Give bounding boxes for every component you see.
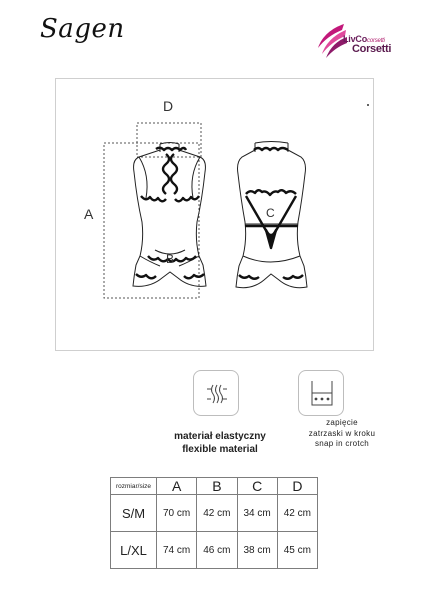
brand-name-line1: LivCo (343, 34, 368, 44)
material-label-pl: materiał elastyczny (174, 431, 266, 442)
table-cell: 74 cm (157, 532, 197, 569)
product-name: Sagen (40, 14, 125, 44)
column-header-b: B (197, 478, 237, 495)
label-d: D (163, 98, 174, 114)
size-table (110, 477, 318, 569)
table-cell: 46 cm (197, 532, 237, 569)
material-label-en: flexible material (182, 444, 258, 455)
brand-name-sub: corsetti (367, 38, 385, 44)
size-table-header (111, 478, 318, 495)
table-cell: 42 cm (197, 495, 237, 532)
brand-name-line2: Corsetti (352, 43, 392, 55)
column-header-a: A (157, 478, 197, 495)
table-cell: 42 cm (277, 495, 317, 532)
size-label: S/M (111, 495, 157, 532)
table-row (111, 495, 318, 532)
snap-closure-icon (298, 370, 344, 416)
size-label: L/XL (111, 532, 157, 569)
label-a: A (84, 206, 94, 222)
measure-d-guide (137, 123, 201, 157)
snap-line3: snap in crotch (314, 439, 369, 448)
snap-line2: zatrzaski w kroku (308, 428, 376, 438)
label-c: C (266, 206, 275, 220)
table-cell: 70 cm (157, 495, 197, 532)
snap-caption (272, 418, 412, 450)
stretch-waves-icon (193, 370, 239, 416)
table-cell: 34 cm (237, 495, 277, 532)
snap-line1: zapięcie (326, 418, 358, 427)
size-table-corner: rozmiar/size (111, 478, 157, 495)
column-header-c: C (237, 478, 277, 495)
table-cell: 45 cm (277, 532, 317, 569)
label-b: B (166, 252, 175, 266)
column-header-d: D (277, 478, 317, 495)
table-row (111, 532, 318, 569)
measure-a-guide (104, 143, 199, 298)
table-cell: 38 cm (237, 532, 277, 569)
